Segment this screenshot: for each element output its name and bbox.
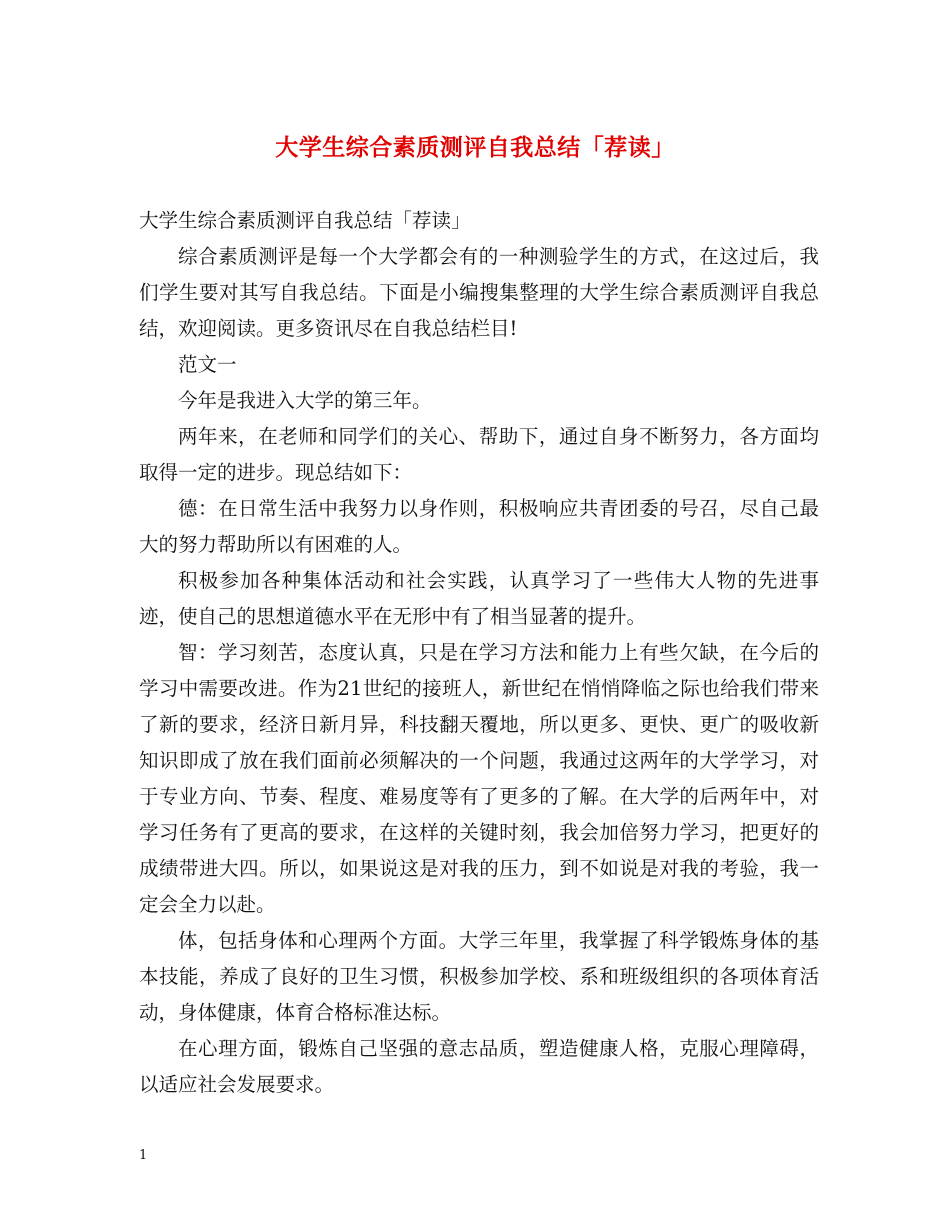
- body-paragraph-physical: 体，包括身体和心理两个方面。大学三年里，我掌握了科学锻炼身体的基本技能，养成了良好的卫生习惯，积极参加学校、系和班级组织的各项体育活动，身体健康，体育合格标准达标。: [139, 929, 819, 1024]
- subtitle-paragraph: 大学生综合素质测评自我总结「荐读」: [139, 209, 471, 232]
- body-paragraph: 今年是我进入大学的第三年。: [178, 389, 432, 412]
- page-number: 1: [139, 1148, 148, 1163]
- body-paragraph-mental: 在心理方面，锻炼自己坚强的意志品质，塑造健康人格，克服心理障碍，以适应社会发展要求。: [139, 1037, 819, 1096]
- intro-paragraph: 综合素质测评是每一个大学都会有的一种测验学生的方式，在这过后，我们学生要对其写自我总结。下面是小编搜集整理的大学生综合素质测评自我总结，欢迎阅读。更多资讯尽在自我总结栏目!: [139, 245, 819, 340]
- document-title: 大学生综合素质测评自我总结「荐读」: [275, 134, 675, 161]
- body-paragraph-morality: 德：在日常生活中我努力以身作则，积极响应共青团委的号召，尽自己最大的努力帮助所以有困难的人。: [139, 497, 819, 556]
- body-paragraph: 两年来，在老师和同学们的关心、帮助下，通过自身不断努力，各方面均取得一定的进步。现总结如下：: [139, 425, 819, 484]
- body-paragraph: 积极参加各种集体活动和社会实践，认真学习了一些伟大人物的先进事迹，使自己的思想道德水平在无形中有了相当显著的提升。: [139, 569, 819, 628]
- body-paragraph-intellect: 智：学习刻苦，态度认真，只是在学习方法和能力上有些欠缺，在今后的学习中需要改进。作为21世纪的接班人，新世纪在悄悄降临之际也给我们带来了新的要求，经济日新月异，科技翻天覆地，所以更多、更快、更广的吸收新知识即成了放在我们面前必须解决的一个问题，我通过这两年的大学学习，对于专业方向、节奏、程度、难易度等有了更多的了解。在大学的后两年中，对学习任务有了更高的要求，在这样的关键时刻，我会加倍努力学习，把更好的成绩带进大四。所以，如果说这是对我的压力，到不如说是对我的考验，我一定会全力以赴。: [139, 641, 819, 916]
- section-heading-sample-one: 范文一: [178, 353, 237, 376]
- document-body: [139, 203, 819, 1103]
